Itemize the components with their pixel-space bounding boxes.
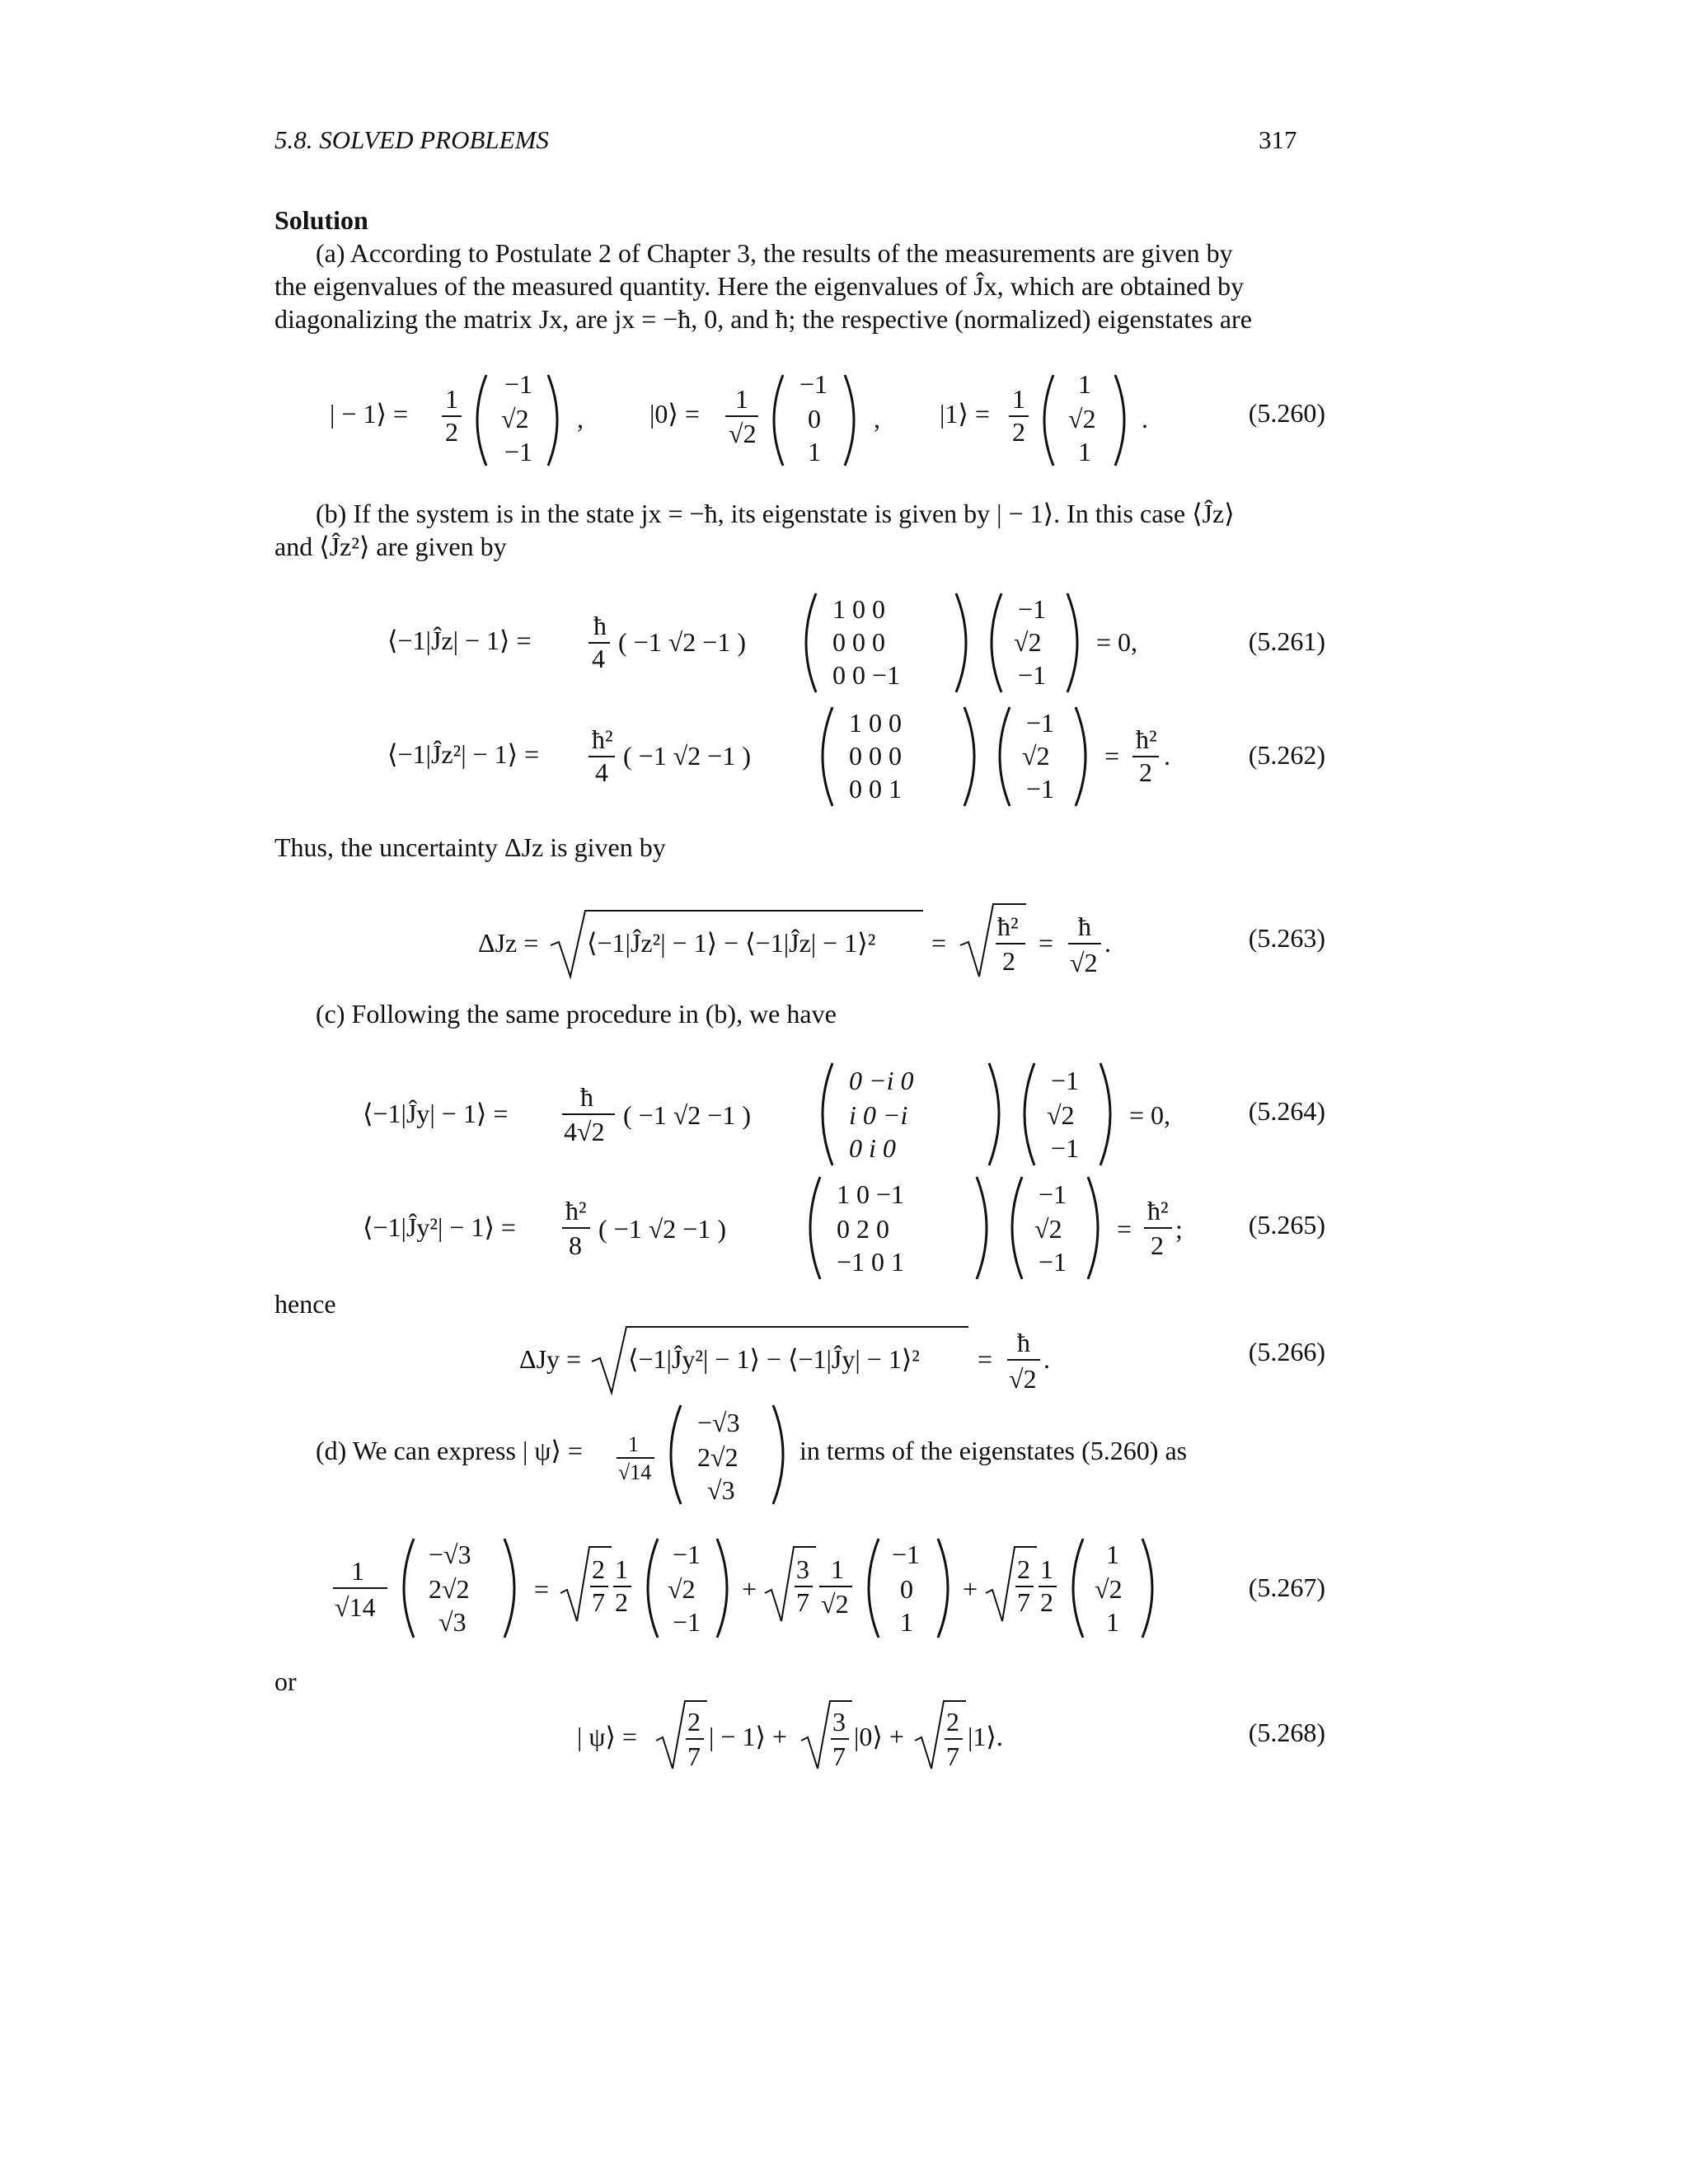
equation-5-262 <box>387 699 1253 818</box>
svg-text:−1: −1 <box>1039 1179 1067 1209</box>
svg-text:−1: −1 <box>1018 594 1047 624</box>
svg-text:( −1 √2 −1 ): ( −1 √2 −1 ) <box>598 1214 726 1244</box>
svg-text:=: = <box>534 1574 550 1604</box>
svg-text:=: = <box>931 928 947 958</box>
svg-text:⟨−1|Ĵy²| − 1⟩ − ⟨−1|Ĵy| − 1⟩²: ⟨−1|Ĵy²| − 1⟩ − ⟨−1|Ĵy| − 1⟩² <box>628 1344 920 1374</box>
equation-number-5-263: (5.263) <box>1248 923 1325 953</box>
svg-text:4√2: 4√2 <box>564 1117 605 1146</box>
svg-text:1: 1 <box>615 1554 628 1584</box>
svg-text:i 0 −i: i 0 −i <box>849 1100 908 1130</box>
equation-5-263 <box>478 894 1220 989</box>
svg-text:−1: −1 <box>1026 708 1055 738</box>
svg-text:−1: −1 <box>1051 1133 1080 1163</box>
hence-word: hence <box>274 1289 336 1319</box>
svg-text:| − 1⟩ =: | − 1⟩ = <box>330 399 408 429</box>
svg-text:−1: −1 <box>1018 660 1047 690</box>
svg-text:⟨−1|Ĵz| − 1⟩ =: ⟨−1|Ĵz| − 1⟩ = <box>387 626 532 655</box>
svg-text:4: 4 <box>592 644 605 673</box>
part-b-line-1: (b) If the system is in the state jx = −ħ, its eigenstate is given by | − 1⟩. In this case ⟨Ĵz⟩ <box>316 499 1235 528</box>
svg-text:−√3: −√3 <box>697 1408 740 1437</box>
svg-text:7: 7 <box>796 1587 809 1617</box>
svg-text:.: . <box>1104 928 1111 958</box>
svg-text:1 0 −1: 1 0 −1 <box>837 1179 905 1209</box>
svg-text:ħ²: ħ² <box>1136 724 1157 754</box>
svg-text:7: 7 <box>592 1587 605 1617</box>
svg-text:2: 2 <box>615 1587 628 1617</box>
svg-text:1: 1 <box>1040 1554 1053 1584</box>
svg-text:−1: −1 <box>504 369 533 399</box>
svg-text:1: 1 <box>1078 437 1091 466</box>
svg-text:√2: √2 <box>1070 948 1098 977</box>
svg-text:;: ; <box>1175 1214 1183 1244</box>
svg-text:=: = <box>1117 1214 1132 1244</box>
svg-text:2: 2 <box>1012 417 1025 447</box>
svg-text:+: + <box>742 1574 757 1604</box>
svg-text:8: 8 <box>569 1230 582 1260</box>
svg-text:1 0 0: 1 0 0 <box>849 708 902 738</box>
svg-text:⟨−1|Ĵz²| − 1⟩ =: ⟨−1|Ĵz²| − 1⟩ = <box>387 739 540 769</box>
svg-text:= 0,: = 0, <box>1129 1100 1171 1130</box>
svg-text:−1: −1 <box>1039 1247 1067 1277</box>
svg-text:+: + <box>963 1574 978 1604</box>
svg-text:2: 2 <box>1151 1230 1164 1260</box>
svg-text:−1: −1 <box>673 1540 701 1569</box>
svg-text:,: , <box>577 404 584 434</box>
svg-text:2: 2 <box>1017 1554 1030 1584</box>
svg-text:2: 2 <box>687 1707 701 1736</box>
svg-text:−1: −1 <box>892 1540 921 1569</box>
svg-text:√2: √2 <box>1034 1214 1062 1244</box>
running-header-section: 5.8. SOLVED PROBLEMS <box>274 125 549 154</box>
svg-text:ħ²: ħ² <box>997 912 1019 941</box>
equation-5-265 <box>363 1169 1311 1292</box>
svg-text:2: 2 <box>1002 946 1015 976</box>
svg-text:( −1 √2 −1 ): ( −1 √2 −1 ) <box>618 627 746 657</box>
svg-text:2√2: 2√2 <box>429 1574 470 1604</box>
svg-text:=: = <box>1039 928 1054 958</box>
svg-text:−1: −1 <box>1026 774 1055 804</box>
svg-text:7: 7 <box>687 1741 701 1771</box>
equation-5-264 <box>363 1055 1311 1179</box>
svg-text:−1: −1 <box>799 369 828 399</box>
svg-text:| ψ⟩ =: | ψ⟩ = <box>577 1722 637 1751</box>
svg-text:1: 1 <box>1106 1540 1119 1569</box>
svg-text:3: 3 <box>796 1554 809 1584</box>
part-d-prefix: (d) We can express | ψ⟩ = <box>316 1436 583 1465</box>
svg-text:0 0 0: 0 0 0 <box>832 627 885 657</box>
svg-text:1 0 0: 1 0 0 <box>832 594 885 624</box>
equation-number-5-262: (5.262) <box>1248 740 1325 770</box>
svg-text:.: . <box>1164 741 1170 771</box>
svg-text:2: 2 <box>1139 757 1152 787</box>
svg-text:=: = <box>978 1344 993 1374</box>
svg-text:0 0 −1: 0 0 −1 <box>832 660 901 690</box>
svg-text:√2: √2 <box>1009 1364 1037 1394</box>
svg-text:1: 1 <box>808 437 821 466</box>
svg-text:7: 7 <box>832 1741 846 1771</box>
svg-text:ħ²: ħ² <box>1147 1196 1169 1226</box>
or-word: or <box>274 1666 297 1696</box>
svg-text:7: 7 <box>946 1741 959 1771</box>
svg-text:√14: √14 <box>335 1592 376 1622</box>
svg-text:2: 2 <box>592 1554 605 1584</box>
svg-text:1: 1 <box>445 384 458 414</box>
svg-text:7: 7 <box>1017 1587 1030 1617</box>
uncertainty-line: Thus, the uncertainty ΔJz is given by <box>274 832 666 862</box>
part-b-line-2: and ⟨Ĵz²⟩ are given by <box>274 532 507 561</box>
svg-text:|0⟩ +: |0⟩ + <box>854 1722 904 1751</box>
equation-5-261 <box>387 585 1253 705</box>
svg-text:√2: √2 <box>501 404 529 434</box>
svg-text:√2: √2 <box>1022 741 1050 771</box>
svg-text:.: . <box>1142 404 1148 434</box>
svg-text:ħ: ħ <box>1017 1328 1030 1357</box>
svg-text:√2: √2 <box>1014 627 1042 657</box>
part-a-line-2: the eigenvalues of the measured quantity. Here the eigenvalues of Ĵx, which are obtained by <box>274 271 1245 301</box>
svg-text:1: 1 <box>831 1554 844 1584</box>
svg-text:,: , <box>874 404 880 434</box>
svg-text:√14: √14 <box>618 1460 652 1484</box>
svg-text:−1: −1 <box>504 437 533 466</box>
part-a-line-1: (a) According to Postulate 2 of Chapter 3, the results of the measurements are given by <box>316 238 1233 268</box>
svg-text:√2: √2 <box>821 1589 849 1619</box>
svg-text:|1⟩.: |1⟩. <box>968 1722 1003 1751</box>
equation-number-5-265: (5.265) <box>1248 1210 1325 1240</box>
svg-text:1: 1 <box>1078 369 1091 399</box>
svg-text:0 i 0: 0 i 0 <box>849 1133 896 1163</box>
svg-text:0 0 0: 0 0 0 <box>849 741 902 771</box>
svg-text:|1⟩ =: |1⟩ = <box>940 399 990 429</box>
svg-text:−1: −1 <box>1051 1066 1080 1095</box>
svg-text:2: 2 <box>1040 1587 1053 1617</box>
part-c-line: (c) Following the same procedure in (b), we have <box>316 999 837 1029</box>
svg-text:4: 4 <box>595 757 608 787</box>
equation-number-5-267: (5.267) <box>1248 1572 1325 1602</box>
svg-text:ΔJy =: ΔJy = <box>519 1344 582 1374</box>
part-a-line-3: diagonalizing the matrix Jx, are jx = −ħ, 0, and ħ; the respective (normalized) eigenstates are <box>274 304 1252 334</box>
svg-text:√2: √2 <box>1068 404 1096 434</box>
svg-text:⟨−1|Ĵy| − 1⟩ =: ⟨−1|Ĵy| − 1⟩ = <box>363 1099 509 1128</box>
equation-number-5-264: (5.264) <box>1248 1096 1325 1126</box>
svg-text:0 2 0: 0 2 0 <box>837 1214 889 1244</box>
svg-text:1: 1 <box>1106 1607 1119 1637</box>
svg-text:⟨−1|Ĵy²| − 1⟩ =: ⟨−1|Ĵy²| − 1⟩ = <box>363 1212 516 1242</box>
part-d-suffix: in terms of the eigenstates (5.260) as <box>799 1436 1188 1465</box>
svg-text:0: 0 <box>900 1574 913 1604</box>
svg-text:√3: √3 <box>707 1475 735 1505</box>
svg-text:=: = <box>1104 741 1120 771</box>
svg-text:−1: −1 <box>673 1607 701 1637</box>
svg-text:√2: √2 <box>729 419 757 448</box>
svg-text:= 0,: = 0, <box>1096 627 1138 657</box>
svg-text:.: . <box>1043 1344 1050 1374</box>
equation-number-5-268: (5.268) <box>1248 1718 1325 1747</box>
equation-5-267 <box>313 1529 1220 1657</box>
svg-text:ħ²: ħ² <box>565 1196 587 1226</box>
svg-text:2: 2 <box>445 417 458 447</box>
svg-text:1: 1 <box>351 1556 364 1586</box>
svg-text:1: 1 <box>1012 384 1025 414</box>
svg-text:2√2: 2√2 <box>697 1442 738 1472</box>
svg-text:√2: √2 <box>1047 1100 1075 1130</box>
svg-text:3: 3 <box>832 1707 846 1736</box>
svg-text:−√3: −√3 <box>429 1540 471 1569</box>
equation-number-5-261: (5.261) <box>1248 626 1325 656</box>
equation-5-268 <box>577 1690 1088 1784</box>
psi-vector <box>617 1397 798 1516</box>
solution-heading: Solution <box>274 205 368 235</box>
svg-text:1: 1 <box>628 1432 639 1456</box>
svg-text:0 0 1: 0 0 1 <box>849 774 902 804</box>
svg-text:ħ²: ħ² <box>592 724 613 754</box>
svg-text:√2: √2 <box>1095 1574 1123 1604</box>
svg-text:ΔJz =: ΔJz = <box>478 928 539 958</box>
svg-text:1: 1 <box>735 384 748 414</box>
svg-text:ħ: ħ <box>1078 912 1091 941</box>
svg-text:⟨−1|Ĵz²| − 1⟩ − ⟨−1|Ĵz| − 1⟩²: ⟨−1|Ĵz²| − 1⟩ − ⟨−1|Ĵz| − 1⟩² <box>587 928 876 958</box>
svg-text:ħ: ħ <box>593 611 607 640</box>
svg-text:( −1 √2 −1 ): ( −1 √2 −1 ) <box>623 741 751 771</box>
svg-text:|0⟩ =: |0⟩ = <box>649 399 700 429</box>
svg-text:| − 1⟩ +: | − 1⟩ + <box>709 1722 787 1751</box>
page-number: 317 <box>1259 125 1297 154</box>
equation-number-5-266: (5.266) <box>1248 1337 1325 1366</box>
svg-text:√3: √3 <box>438 1607 467 1637</box>
svg-text:0 −i 0: 0 −i 0 <box>849 1066 914 1095</box>
equation-number-5-260: (5.260) <box>1248 398 1325 428</box>
equation-5-266 <box>519 1309 1179 1404</box>
svg-text:ħ: ħ <box>580 1082 593 1112</box>
equation-5-260 <box>330 359 1236 486</box>
svg-text:0: 0 <box>808 404 821 434</box>
svg-text:1: 1 <box>900 1607 913 1637</box>
svg-text:2: 2 <box>946 1707 959 1736</box>
svg-text:√2: √2 <box>668 1574 696 1604</box>
svg-text:−1 0 1: −1 0 1 <box>837 1247 905 1277</box>
svg-text:( −1 √2 −1 ): ( −1 √2 −1 ) <box>623 1100 751 1130</box>
